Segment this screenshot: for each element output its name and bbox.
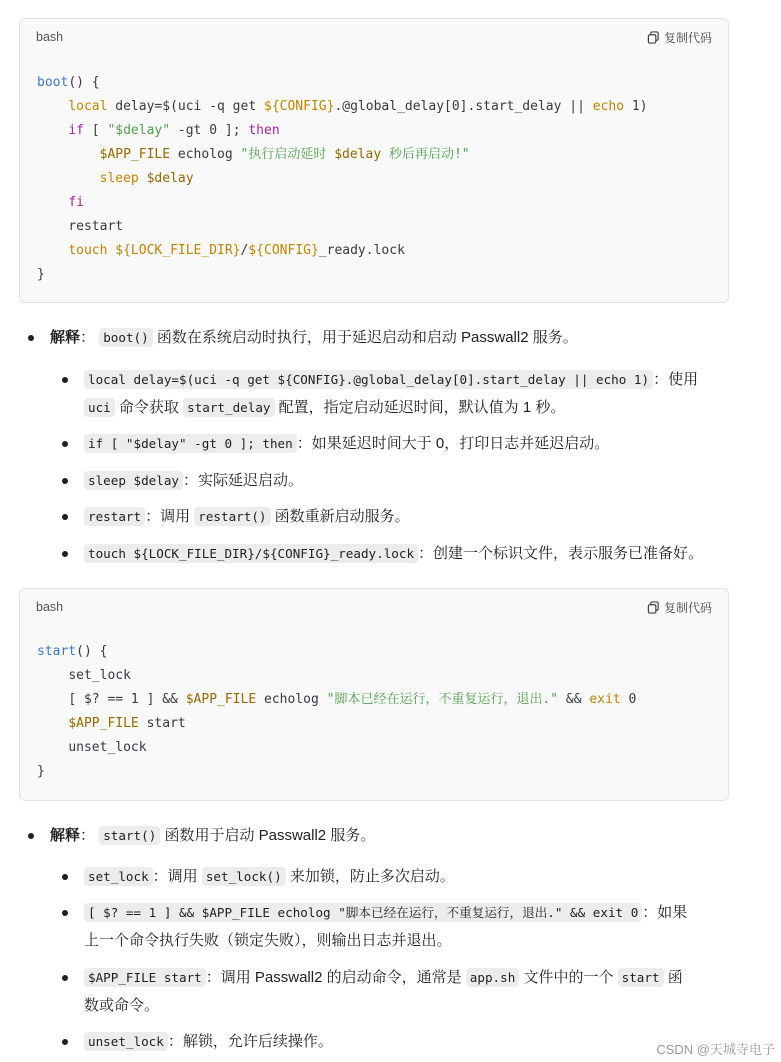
list-item [84, 899, 734, 955]
explain-text: 函数用于启动 Passwall2 服务。 [160, 827, 376, 844]
code-token: [ $? == 1 ] && [68, 692, 186, 707]
inline-code: if [ "$delay" -gt 0 ]; then [84, 434, 297, 453]
copy-icon [647, 31, 660, 44]
item-text: 来加锁，防止多次启动。 [285, 868, 455, 885]
code-token: 秒后再启动!" [381, 147, 470, 162]
code-token: $delay [138, 171, 194, 186]
code-token: exit [589, 692, 621, 707]
code-token: if [68, 123, 84, 138]
item-text: ：实际延迟启动。 [183, 472, 304, 489]
code-token: delay=$(uci -q get [107, 99, 264, 114]
inline-code: [ $? == 1 ] && $APP_FILE echolog "脚本已经在运行，不重复运行，退出." && exit 0 [84, 903, 642, 922]
bullet [62, 441, 68, 447]
code-token: touch [68, 243, 108, 258]
code-token: -gt 0 ]; [170, 123, 249, 138]
code-token: boot [37, 75, 69, 90]
list-item [84, 1028, 644, 1056]
code-token: .@global_delay[0].start_delay || [334, 99, 593, 114]
item-text: 函数重新启动服务。 [270, 508, 410, 525]
bullet [28, 833, 34, 839]
bullet [62, 551, 68, 557]
code-token: fi [68, 195, 84, 210]
list-item [84, 540, 744, 568]
colon: ： [80, 827, 96, 844]
inline-code: uci [84, 398, 115, 417]
list-item [84, 430, 724, 458]
code-token: echolog [170, 147, 241, 162]
item-text: ：调用 Passwall2 的启动命令，通常是 [205, 969, 466, 986]
code-token: "$delay" [107, 123, 171, 138]
code-token: && [558, 692, 590, 707]
inline-code: start_delay [183, 398, 274, 417]
watermark: CSDN @天城寺电子 [656, 1042, 775, 1057]
code-token: ${CONFIG} [248, 243, 319, 258]
bullet [62, 910, 68, 916]
copy-code-label: 复制代码 [663, 601, 712, 615]
code-token: [ [83, 123, 108, 138]
inline-code: sleep $delay [84, 471, 183, 490]
code-token: $APP_FILE [68, 716, 139, 731]
colon: ： [80, 329, 96, 346]
copy-code-button[interactable] [647, 599, 712, 616]
item-text: ：如果 [642, 904, 688, 921]
bullet [62, 975, 68, 981]
code-token: start [138, 716, 186, 731]
code-token: ${CONFIG} [264, 99, 335, 114]
code-content [20, 625, 728, 784]
copy-code-button[interactable] [647, 29, 712, 46]
inline-code: local delay=$(uci -q get ${CONFIG}.@global_delay[0].start_delay || echo 1) [84, 370, 653, 389]
inline-code: unset_lock [84, 1032, 168, 1051]
inline-code: $APP_FILE start [84, 968, 206, 987]
item-text: ：解锁，允许后续操作。 [167, 1033, 333, 1050]
list-item [84, 503, 724, 531]
inline-code: boot() [99, 328, 153, 347]
explain-text: 函数在系统启动时执行，用于延迟启动和启动 Passwall2 服务。 [152, 329, 578, 346]
code-language-label: bash [36, 600, 64, 614]
item-text: 上一个命令执行失败（锁定失败），则输出日志并退出。 [84, 932, 452, 949]
code-token: $delay [334, 147, 382, 162]
list-item [50, 324, 750, 352]
code-token: start [37, 644, 77, 659]
code-block-boot [19, 18, 729, 303]
explain-label: 解释 [50, 827, 81, 844]
code-token: echolog [256, 692, 327, 707]
code-token: () { [68, 75, 100, 90]
item-text: 配置，指定启动延迟时间，默认值为 1 秒。 [274, 399, 566, 416]
code-token: "执行启动延时 [240, 147, 335, 162]
code-token: _ready.lock [318, 243, 405, 258]
code-token: sleep [99, 171, 139, 186]
code-block-start [19, 588, 729, 801]
inline-code: restart() [194, 507, 270, 526]
item-text: ：如果延迟时间大于 0，打印日志并延迟启动。 [296, 435, 610, 452]
code-token: 0 [620, 692, 637, 707]
bullet [62, 1039, 68, 1045]
copy-code-label: 复制代码 [663, 31, 712, 45]
inline-code: set_lock [84, 867, 153, 886]
code-token: unset_lock [68, 740, 147, 755]
code-token: / [240, 243, 249, 258]
item-text: ：调用 [152, 868, 202, 885]
code-token: set_lock [68, 668, 131, 683]
code-token: local [68, 99, 108, 114]
bullet [62, 377, 68, 383]
inline-code: app.sh [466, 968, 520, 987]
item-text: 命令获取 [114, 399, 184, 416]
code-token: $APP_FILE [99, 147, 171, 162]
inline-code: start [618, 968, 664, 987]
bullet [62, 874, 68, 880]
inline-code: set_lock() [202, 867, 286, 886]
inline-code: start() [99, 826, 160, 845]
code-content [20, 55, 728, 287]
inline-code: touch ${LOCK_FILE_DIR}/${CONFIG}_ready.lock [84, 544, 418, 563]
code-token: restart [68, 219, 124, 234]
bullet [62, 478, 68, 484]
code-token: then [248, 123, 280, 138]
item-text: 文件中的一个 [519, 969, 618, 986]
list-item [50, 822, 750, 850]
list-item [84, 863, 724, 891]
item-text: ：创建一个标识文件，表示服务已准备好。 [418, 545, 704, 562]
code-token: 1) [624, 99, 648, 114]
code-token: ${LOCK_FILE_DIR} [107, 243, 241, 258]
bullet [28, 335, 34, 341]
item-text: ：使用 [653, 371, 699, 388]
item-text: 函 [663, 969, 683, 986]
code-token: echo [592, 99, 625, 114]
code-token: } [37, 764, 45, 779]
copy-icon [647, 601, 660, 614]
code-token: $APP_FILE [185, 692, 257, 707]
code-language-label: bash [36, 30, 64, 44]
code-block-header [20, 589, 728, 625]
list-item [84, 964, 734, 1020]
explain-label: 解释 [50, 329, 81, 346]
code-block-header [20, 19, 728, 55]
bullet [62, 514, 68, 520]
item-text: 数或命令。 [84, 997, 160, 1014]
code-token: () { [76, 644, 108, 659]
code-token: } [37, 267, 45, 282]
inline-code: restart [84, 507, 145, 526]
code-token: "脚本已经在运行，不重复运行，退出." [326, 692, 559, 707]
list-item [84, 366, 724, 422]
item-text: ：调用 [145, 508, 195, 525]
list-item [84, 467, 724, 495]
